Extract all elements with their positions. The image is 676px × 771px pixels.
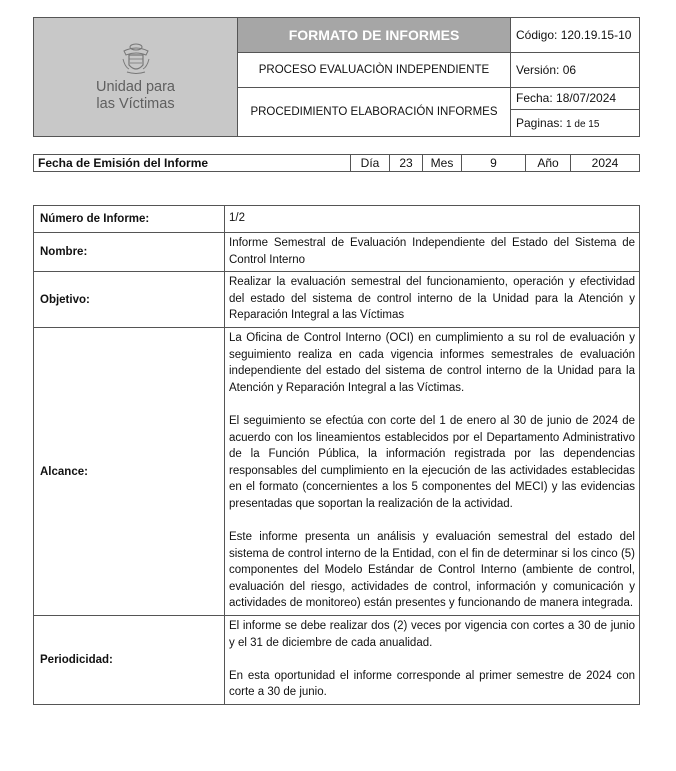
pages-value: 1 de 15 <box>566 119 600 130</box>
periodicidad-label: Periodicidad: <box>34 616 225 705</box>
periodicidad-paragraph-2: En esta oportunidad el informe corresponde al primer semestre de 2024 con corte a 30 de junio. <box>229 669 635 699</box>
row-numero <box>34 206 640 233</box>
numero-label: Número de Informe: <box>34 206 225 233</box>
alcance-label: Alcance: <box>34 327 225 615</box>
pages-label: Paginas: <box>516 116 563 130</box>
numero-value: 1/2 <box>225 206 640 233</box>
anio-label: Año <box>526 155 571 172</box>
row-periodicidad <box>34 616 640 705</box>
mes-value: 9 <box>462 155 526 172</box>
logo-text-line2: las Víctimas <box>96 96 175 112</box>
objetivo-label: Objetivo: <box>34 272 225 328</box>
emission-label: Fecha de Emisión del Informe <box>34 155 351 172</box>
row-alcance <box>34 327 640 615</box>
dia-label: Día <box>351 155 390 172</box>
document-header <box>33 17 640 137</box>
nombre-value: Informe Semestral de Evaluación Independiente del Estado del Sistema de Control Interno <box>225 233 640 272</box>
anio-value: 2024 <box>571 155 640 172</box>
format-title: FORMATO DE INFORMES <box>238 18 511 53</box>
alcance-paragraph-3: Este informe presenta un análisis y evaluación semestral del estado del sistema de control interno de la Entidad, con el fin de determinar si los cinco (5) componentes del Modelo Estándar de Control Interno (ambiente de control, evaluación del riesgo, actividades de control, información y comunicación y actividades de monitoreo) están presentes y funcionando de manera integrada. <box>229 531 635 610</box>
mes-label: Mes <box>423 155 462 172</box>
objetivo-value: Realizar la evaluación semestral del funcionamiento, operación y efectividad del estado del sistema de control interno de la Unidad para la Atención y Reparación Integral a las Víctimas <box>225 272 640 328</box>
nombre-label: Nombre: <box>34 233 225 272</box>
alcance-paragraph-1: La Oficina de Control Interno (OCI) en cumplimiento a su rol de evaluación y seguimiento realiza en cada vigencia informes semestrales de evaluación independiente del estado del sistema de control interno de la Unidad para la Atención y Reparación Integral a las Víctimas. <box>229 331 635 394</box>
logo-text-line1: Unidad para <box>96 79 175 95</box>
row-nombre <box>34 233 640 272</box>
header-fecha: Fecha: 18/07/2024 <box>511 88 639 110</box>
coat-of-arms-icon <box>119 41 153 77</box>
logo-cell <box>34 18 238 137</box>
alcance-paragraph-2: El seguimiento se efectúa con corte del 1 de enero al 30 de junio de 2024 de acuerdo con los lineamientos establecidos por el Departamento Administrativo de la Función Pública, la información registrada por las dependencias responsables del cumplimiento en la ejecución de las actividades establecidas en el formato (concernientes a los 5 componentes del MECI) y las evidencias presentadas que soportan la realización de la actividad. <box>229 414 635 510</box>
periodicidad-paragraph-1: El informe se debe realizar dos (2) veces por vigencia con cortes a 30 de junio y el 31 de diciembre de cada anualidad. <box>229 620 635 649</box>
emission-date-row <box>33 154 640 172</box>
periodicidad-value <box>225 616 640 705</box>
process-name: PROCESO EVALUACIÒN INDEPENDIENTE <box>238 53 511 88</box>
date-pages-cell <box>511 88 640 137</box>
row-objetivo <box>34 272 640 328</box>
report-info-table <box>33 205 640 705</box>
alcance-value <box>225 327 640 615</box>
codigo: Código: 120.19.15-10 <box>511 18 640 53</box>
header-pages <box>511 110 639 136</box>
version: Versión: 06 <box>511 53 640 88</box>
procedure-name: PROCEDIMIENTO ELABORACIÓN INFORMES <box>238 88 511 137</box>
dia-value: 23 <box>390 155 423 172</box>
